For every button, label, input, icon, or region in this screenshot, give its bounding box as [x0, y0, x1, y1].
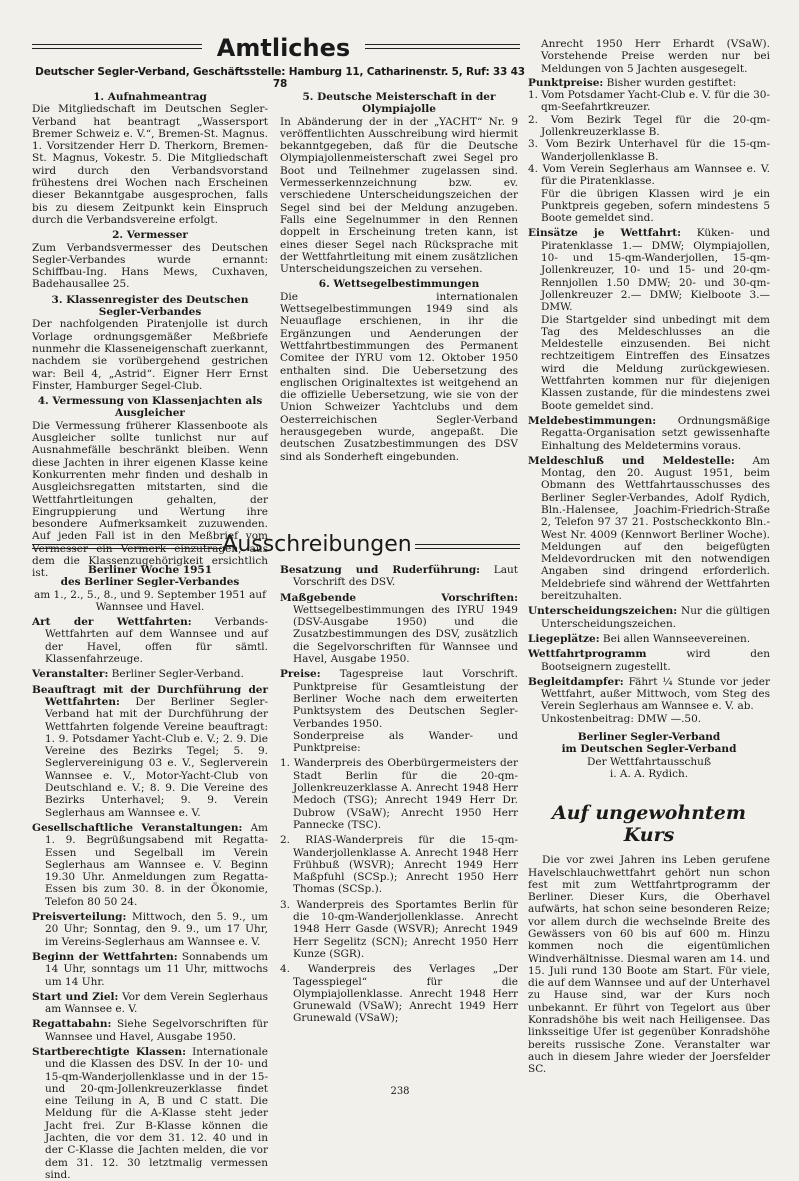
klassen-text: Internationale und die Klassen des DSV. In der 10- und 15-qm-Wanderjollenklasse und in der 15- und 20-qm-Jollenkreuzerklasse findet eine Teilung in A, B und C statt. Die Meldung für die A-Klasse steht jeder Jacht frei. Zur B-Klasse können die Jachten, die vor dem 31. 12. 40 und in der C-Klasse die Jachten melden, die vor dem 31. 12. 30 letztmalig vermessen sind.: [45, 1045, 268, 1181]
prize-4-continued: Anrecht 1950 Herr Erhardt (VSaW). Vorstehende Preise werden nur bei Meldungen von 5 Jachten ausgesegelt.: [541, 38, 770, 75]
klassen-label: Startberechtigte Klassen:: [32, 1045, 186, 1058]
meldebestimmungen-label: Meldebestimmungen:: [528, 414, 657, 427]
section-1-text: Die Mitgliedschaft im Deutschen Segler-Verband hat beantragt „Wassersport Bremer Schweiz e. V.“, Bremen-St. Magnus. 1. Vorsitzender Herr D. Therkorn, Bremen-St. Magnus, Vokestr. 5. Die Mitgliedschaft wird durch den Verbandsvorstand frühestens drei Wochen nach Erscheinen dieser Bekanntgabe ausgesprochen, falls bis zu diesem Zeitpunkt kein Einspruch durch die Verbandsvereine erfolgt.: [32, 103, 268, 226]
preisverteilung-label: Preisverteilung:: [32, 911, 127, 924]
prize-1: 1. Wanderpreis des Oberbürgermeisters der Stadt Berlin für die 20-qm-Jollenkreuzerklasse A. Anrecht 1948 Herr Medoch (TSG); Anrecht 1949 Herr Dr. Dubrow (VSaW); Anrecht 1950 Herr Pannecke (TSC).: [280, 757, 518, 831]
page-number: 238: [390, 1086, 410, 1097]
meldeschluss-text: Am Montag, den 20. August 1951, beim Obmann des Wettfahrtausschusses des Berliner Segler-Verbandes, Adolf Rydich, Bln.-Halensee, Joachim-Friedrich-Straße 2, Telefon 97 37 21. Postscheckkonto Bln.-West Nr. 4009 (Kennwort Berliner Woche). Meldungen auf den beigefügten Meldevordrucken mit den notwendigen Angaben sind dringend erforderlich. Meldebriefe sind während der Wettfahrten bereitzuhalten.: [541, 454, 770, 603]
liegeplaetze-text: Bei allen Wannseevereinen.: [602, 632, 751, 645]
section-6-text: Die internationalen Wettsegelbestimmungen 1949 sind als Neuauflage erschienen, in ihr die Ergänzungen und Aenderungen der Wettfahrtbestimmungen des Permanent Comitee der IYRU vom 12. Oktober 1950 enthalten sind. Die Uebersetzung des englischen Originaltextes ist weitgehend an die offizielle Uebersetzung, wie sie von der Union Schweizer Yachtclubs und dem Oesterreichischen Segler-Verband herausgegeben wurde, angepaßt. Die deutschen Zusatzbestimmungen des DSV sind als Sonderheft eingebunden.: [280, 290, 518, 463]
art-text: Verbands-Wettfahrten auf dem Wannsee und auf der Havel, offen für sämtl. Klassenfahrzeuge.: [45, 616, 268, 666]
kurs-text: Die vor zwei Jahren ins Leben gerufene Havelschlauchwettfahrt gehört nun schon fest mit zum Wettfahrtprogramm der Berliner. Dieser Kurs, die Oberhavel aufwärts, hat schon seine besonderen Reize; vor allem durch die wechselnde Breite des Gewässers von 60 bis auf 600 m. Hinzu kommen noch die eigentümlichen Windverhältnisse. Diesmal waren am 14. und 15. Juli rund 130 Boote am Start. Für viele, die auf dem Wannsee und auf der Unterhavel zu Hause sind, war der Kurs noch unbekannt. Er führt von Tegelort aus über Konradshöhe bis weit nach Heiligensee. Das linksseitige Ufer ist gegenüber Konradshöhe bereits russische Zone. Veranstalter war auch in diesem Jahre wieder der Joersfelder SC.: [528, 854, 770, 1076]
amtliches-title: Amtliches: [216, 34, 351, 62]
section-4-heading: 4. Vermessung von Klassenjachten als Ausgleicher: [37, 395, 263, 420]
start-label: Start und Ziel:: [32, 990, 119, 1003]
section-6-heading: 6. Wettsegelbestimmungen: [318, 278, 480, 291]
amtliches-col-2: [280, 88, 518, 463]
punktpreis-2: 2. Vom Bezirk Tegel für die 20-qm-Jollenkreuzerklasse B.: [528, 113, 770, 139]
right-column: [528, 38, 770, 1076]
startgelder-text: Die Startgelder sind unbedingt mit dem Tag des Meldeschlusses an die Meldestelle einzusenden. Bei nicht rechtzeitigem Eintreffen des Einsatzes wird die Meldung zurückgewiesen. Wettfahrten kommen nur für diejenigen Klassen zustande, für die mindestens zwei Boote gemeldet sind.: [541, 313, 770, 412]
start-text: Vor dem Verein Seglerhaus am Wannsee e. V.: [45, 990, 268, 1016]
regattabahn-text: Siehe Segelvorschriften für Wannsee und Havel, Ausgabe 1950.: [45, 1018, 268, 1043]
gesellschaft-label: Gesellschaftliche Veranstaltungen:: [32, 821, 243, 834]
prize-2: 2. RIAS-Wanderpreis für die 15-qm-Wanderjollenklasse A. Anrecht 1948 Herr Frühbuß (WSVR); Anrecht 1949 Herr Maßpfuhl (SCSp.); Anrecht 1950 Herr Thomas (SCSp.).: [280, 834, 518, 896]
beauftragt-text: Der Berliner Segler-Verband hat mit der Durchführung der Wettfahrten folgende Vereine beauftragt: 1. 9. Potsdamer Yacht-Club e. V.; 2. 9. Die Vereine des Bezirks Tegel; 5. 9. Seglervereinigung 03 e. V., Seglerverein Wannsee e. V., Motor-Yacht-Club von Deutschland e. V.; 8. 9. Die Vereine des Bezirks Unterhavel; 9. 9. Verein Seglerhaus am Wannsee e. V.: [45, 695, 268, 819]
preise-text: Tagespreise laut Vorschrift. Punktpreise für Gesamtleistung der Berliner Woche nach dem erweiterten Punktsystem des Deutschen Segler-Verbandes 1950.: [293, 668, 518, 730]
beginn-text: Sonnabends um 14 Uhr, sonntags um 11 Uhr, mittwochs um 14 Uhr.: [45, 950, 268, 988]
punktpreise-text: Bisher wurden gestiftet:: [606, 76, 737, 89]
regattabahn-label: Regattabahn:: [32, 1018, 112, 1031]
amtliches-col-1: [32, 88, 268, 580]
aus-rule-left: [32, 544, 222, 545]
section-3-heading: 3. Klassenregister des Deutschen Segler-Verbandes: [51, 293, 249, 319]
aus-rule-right: [415, 544, 520, 545]
punktpreis-3: 3. Vom Bezirk Unterhavel für die 15-qm-Wanderjollenklasse B.: [528, 138, 770, 163]
vorschriften-text: Wettsegelbestimmungen des IYRU 1949 (DSV-Ausgabe 1950) und die Zusatzbestimmungen des DSV, zusätzlich die Segelvorschriften für Wannsee und Havel, Ausgabe 1950.: [293, 603, 518, 666]
magazine-page: [30, 8, 770, 1181]
unterscheidung-text: Nur die gültigen Unterscheidungszeichen.: [541, 605, 770, 630]
section-2-text: Zum Verbandsvermesser des Deutschen Segler-Verbandes wurde ernannt: Schiffbau-Ing. Hans Mews, Cuxhaven, Badehausallee 25.: [32, 241, 268, 291]
meldeschluss-label: Meldeschluß und Meldestelle:: [528, 454, 735, 467]
meldebestimmungen-text: Ordnungsmäßige Regatta-Organisation setzt gewissenhafte Einhaltung des Meldetermins voraus.: [541, 414, 770, 452]
besatzung-text: Laut Vorschrift des DSV.: [293, 564, 518, 589]
signature-org: Berliner Segler-Verband: [577, 731, 721, 744]
begleitdampfer-label: Begleitdampfer:: [528, 675, 624, 688]
punktpreise-label: Punktpreise:: [528, 76, 604, 89]
veranstalter-text: Berliner Segler-Verband.: [111, 668, 244, 681]
art-label: Art der Wettfahrten:: [32, 616, 192, 629]
section-5-heading: 5. Deutsche Meisterschaft in der Olympiajolle: [302, 91, 496, 116]
signature-org-2: im Deutschen Segler-Verband: [561, 743, 737, 756]
einsaetze-label: Einsätze je Wettfahrt:: [528, 227, 681, 240]
punktpreis-4: 4. Vom Verein Seglerhaus am Wannsee e. V. für die Piratenklasse.: [528, 162, 770, 188]
signature-committee: Der Wettfahrtausschuß: [587, 755, 711, 768]
section-1-heading: 1. Aufnahmeantrag: [93, 91, 207, 103]
rule-right: [365, 44, 520, 45]
unterscheidung-label: Unterscheidungszeichen:: [528, 605, 678, 618]
wettfahrtprogramm-label: Wettfahrtprogramm: [528, 648, 647, 661]
liegeplaetze-label: Liegeplätze:: [528, 632, 600, 645]
ausschreibungen-title: Ausschreibungen: [222, 532, 412, 557]
punktpreis-note: Für die übrigen Klassen wird je ein Punktpreis gegeben, sofern mindestens 5 Boote gemeldet sind.: [541, 187, 770, 225]
begleitdampfer-text: Fährt ¼ Stunde vor jeder Wettfahrt, außer Mittwoch, vom Steg des Verein Seglerhaus am Wannsee e. V. ab.: [541, 675, 770, 713]
prize-4: 4. Wanderpreis des Verlages „Der Tagesspiegel“ für die Olympiajollenklasse. Anrecht 1948 Herr Grunewald (VSaW); Anrecht 1949 Herr Grunewald (VSaW);: [280, 963, 518, 1025]
einsaetze-text: Küken- und Piratenklasse 1.— DMW; Olympiajollen, 10- und 15-qm-Wanderjollen, 15-qm-Jollenkreuzer, 10- und 15- und 20-qm-Rennjollen 1.50 DMW; 20- und 30-qm-Jollenkreuzer 2.— DMW; Kielboote 3.— DMW.: [541, 227, 770, 314]
aus-col-2: [280, 564, 518, 1025]
kurs-title: Auf ungewohntem Kurs: [552, 802, 746, 847]
veranstalter-label: Veranstalter:: [32, 668, 109, 681]
sonderpreise-text: Sonderpreise als Wander- und Punktpreise:: [293, 729, 518, 755]
section-3-text: Der nachfolgenden Piratenjolle ist durch Vorlage ordnungsgemäßer Meßbriefe nunmehr die Klasseneigenschaft zuerkannt, nachdem sie vorübergehend gestrichen war: Beil 4, „Astrid“. Eigner Herr Ernst Finster, Hamburger Segel-Club.: [32, 318, 268, 392]
besatzung-label: Besatzung und Ruderführung:: [280, 564, 481, 576]
punktpreis-1: 1. Vom Potsdamer Yacht-Club e. V. für die 30-qm-Seefahrtkreuzer.: [528, 89, 770, 114]
preisverteilung-text: Mittwoch, den 5. 9., um 20 Uhr; Sonntag, den 9. 9., um 17 Uhr, im Vereins-Seglerhaus am Wannsee e. V.: [45, 911, 268, 948]
preise-label: Preise:: [280, 668, 321, 681]
event-dates: am 1., 2., 5., 8., und 9. September 1951 auf Wannsee und Havel.: [33, 588, 267, 613]
aus-rule-right-2: [415, 548, 520, 549]
beauftragt-label: Beauftragt mit der Durchführung der Wettfahrten:: [32, 683, 268, 708]
gesellschaft-text: Am 1. 9. Begrüßungsabend mit Regatta-Essen und Segelball im Verein Seglerhaus am Wannsee e. V. Beginn 19.30 Uhr. Anmeldungen zum Regatta-Essen bis zum 30. 8. in der Ökonomie, Telefon 80 50 24.: [45, 821, 268, 908]
berliner-woche-subheading: des Berliner Segler-Verbandes: [60, 576, 240, 589]
rule-left: [32, 44, 202, 45]
prize-3: 3. Wanderpreis des Sportamtes Berlin für die 10-qm-Wanderjollenklasse. Anrecht 1948 Herr Gasde (WSVR); Anrecht 1949 Herr Segelitz (SCN); Anrecht 1950 Herr Kunze (SGR).: [280, 898, 518, 960]
rule-right-2: [365, 48, 520, 49]
berliner-woche-heading: Berliner Woche 1951: [87, 564, 213, 576]
section-5-text: In Abänderung der in der „YACHT“ Nr. 9 veröffentlichten Ausschreibung wird hiermit bekanntgegeben, daß für die Deutsche Olympiajollenmeisterschaft zwei Segel pro Boot und Teilnehmer zugelassen sind. Vermesserkennzeichnung bzw. ev. verschiedene Unterscheidungszeichen der Segel sind bei der Meldung anzugeben. Falls eine Segelnummer in den Rennen doppelt in Erscheinung treten kann, ist eines dieser Segel nach Rücksprache mit der Wettfahrtleitung mit einem zusätzlichen Unterscheidungszeichen zu versehen.: [280, 115, 518, 276]
section-4-text: Die Vermessung früherer Klassenboote als Ausgleicher sollte tunlichst nur auf Ausnahmefälle beschränkt bleiben. Wenn diese Jachten in ihrer eigenen Klasse keine Konkurrenten mehr finden und deshalb in Ausgleichsregatten mitstarten, sind die Wettfahrtleitungen gehalten, der Eingruppierung und Wertung ihre besondere Aufmerksamkeit zuzuwenden. Auf jeden Fall ist in den Meßbrief vom Vermesser ein Vermerk einzutragen, aus dem die Klassenzugehörigkeit ersichtlich ist.: [32, 419, 268, 580]
aus-rule-left-2: [32, 548, 222, 549]
unkostenbeitrag: Unkostenbeitrag: DMW —.50.: [541, 712, 702, 725]
section-2-heading: 2. Vermesser: [112, 229, 188, 242]
vorschriften-label: Maßgebende Vorschriften:: [280, 591, 518, 604]
rule-left-2: [32, 48, 202, 49]
beginn-label: Beginn der Wettfahrten:: [32, 950, 178, 963]
wettfahrtprogramm-text: wird den Bootseignern zugestellt.: [541, 648, 770, 673]
dsv-address: Deutscher Segler-Verband, Geschäftsstelle: Hamburg 11, Catharinenstr. 5, Ruf: 33 43 78: [35, 66, 525, 90]
signature-name: i. A. A. Rydich.: [609, 767, 689, 780]
